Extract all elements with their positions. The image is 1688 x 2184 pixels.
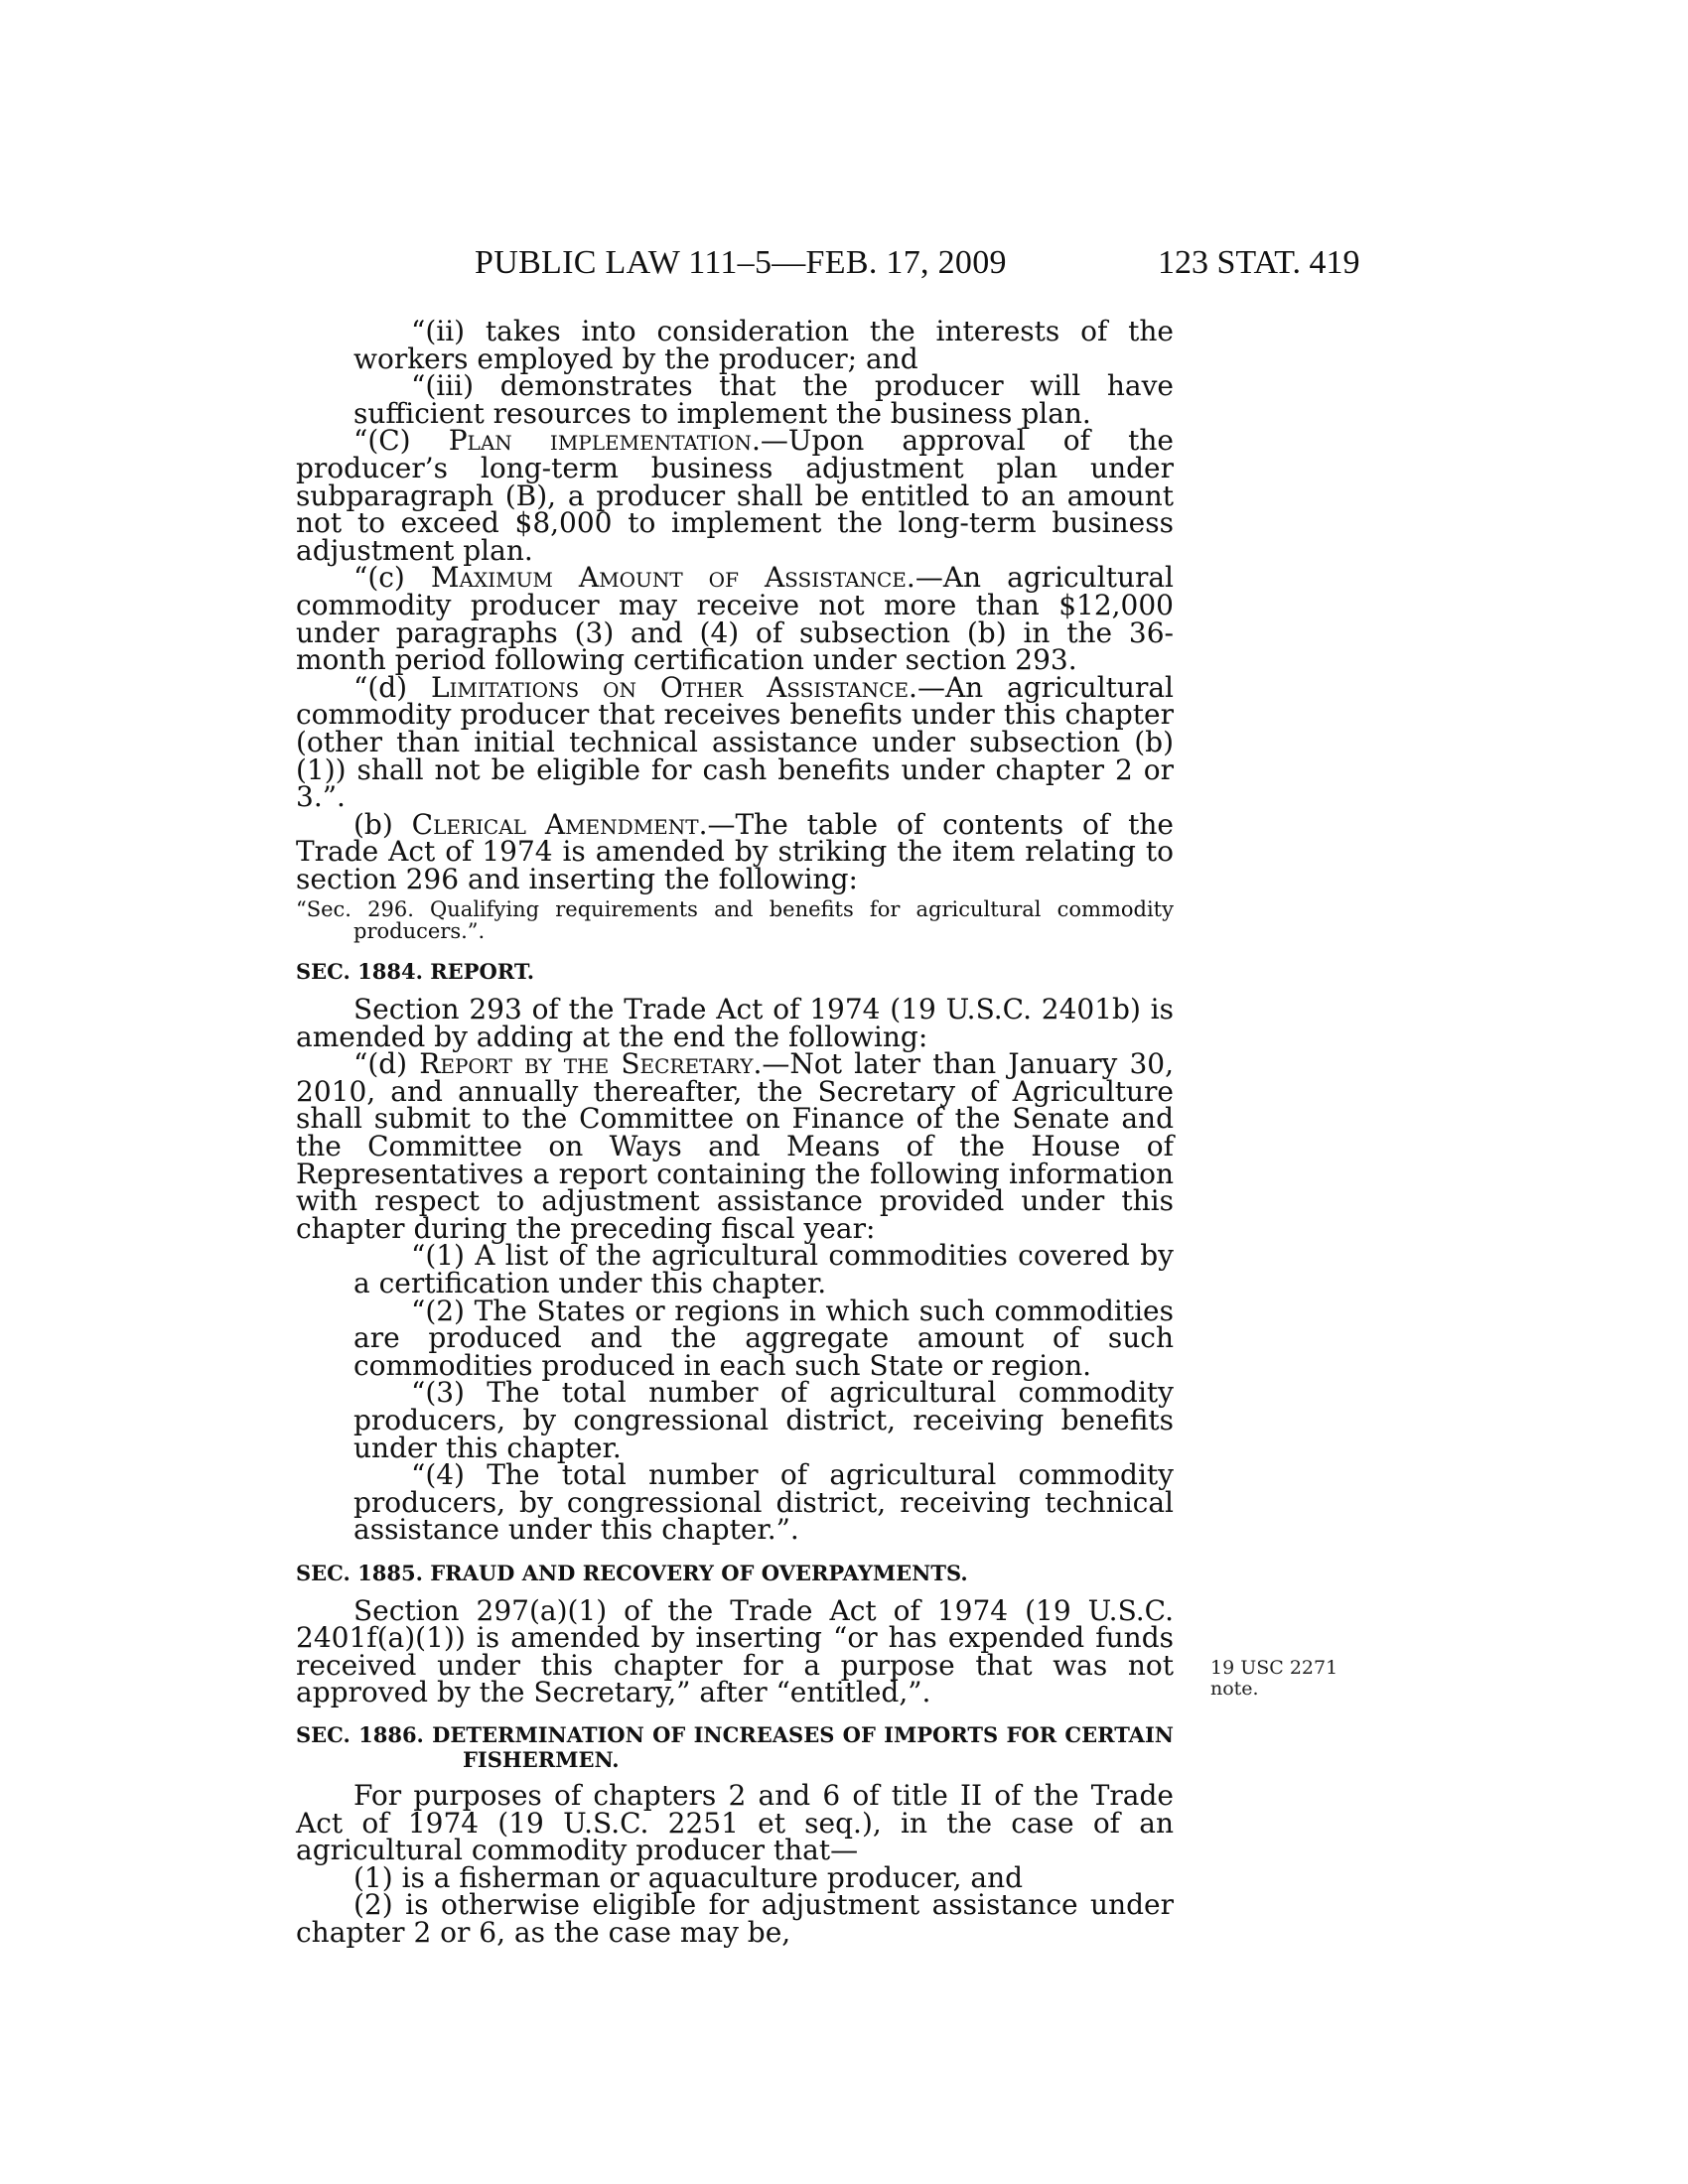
clause-ii: “(ii) takes into consideration the interests of the workers employed by the producer; and [353, 315, 1174, 375]
section-heading-1886: SEC. 1886. DETERMINATION OF INCREASES OF IMPORTS FOR CERTAIN FISHERMEN. [296, 1721, 1174, 1772]
report-item-1: “(1) A list of the agricultural commodities covered by a certification under this chapter. [353, 1239, 1174, 1299]
margin-note-usc-citation [1210, 1658, 1349, 1700]
sec-1886-item-1: (1) is a fisherman or aquaculture producer, and [353, 1860, 1024, 1894]
report-item-4: “(4) The total number of agricultural commodity producers, by congressional district, receiving technical assistance under this chapter.”. [353, 1458, 1174, 1547]
subsection-c-maximum-amount: “(c) Maximum Amount of Assistance.—An agricultural commodity producer may receive not more than $12,000 under paragraphs (3) and (4) of subsection (b) in the 36-month period following certification under section 293. [296, 561, 1175, 677]
document-body [296, 315, 1175, 1949]
section-heading-1885: SEC. 1885. FRAUD AND RECOVERY OF OVERPAYMENTS. [296, 1560, 968, 1585]
running-header-title: PUBLIC LAW 111–5—FEB. 17, 2009 [475, 244, 1007, 281]
section-heading-1884: SEC. 1884. REPORT. [296, 959, 535, 985]
report-item-2: “(2) The States or regions in which such commodities are produced and the aggregate amount of such commodities produced in each such State or region. [353, 1294, 1174, 1382]
table-of-contents-item: “Sec. 296. Qualifying requirements and benefits for agricultural commodity producers.”. [296, 897, 1174, 944]
subsection-d-limitations: “(d) Limitations on Other Assistance.—An agricultural commodity producer that receives benefits under this chapter (other than initial technical assistance under subsection (b)(1)) shall not be eligible for cash benefits under chapter 2 or 3.”. [296, 670, 1174, 814]
sec-1885-body: Section 297(a)(1) of the Trade Act of 1974 (19 U.S.C. 2401f(a)(1)) is amended by inserting “or has expended funds received under this chapter for a purpose that was not approved by the Secretary,” after “entitled,”. [296, 1593, 1174, 1709]
clause-iii: “(iii) demonstrates that the producer will have sufficient resources to implement the business plan. [353, 369, 1174, 430]
subsection-d-report: “(d) Report by the Secretary.—Not later than January 30, 2010, and annually thereafter, the Secretary of Agriculture shall submit to the Committee on Finance of the Senate and the Committee on Ways and Means of the House of Representatives a report containing the following information with respect to adjustment assistance provided under this chapter during the preceding fiscal year: [296, 1047, 1174, 1245]
report-item-3: “(3) The total number of agricultural commodity producers, by congressional district, receiving benefits under this chapter. [353, 1376, 1174, 1464]
sec-1886-intro: For purposes of chapters 2 and 6 of title II of the Trade Act of 1974 (19 U.S.C. 2251 et seq.), in the case of an agricultural commodity producer that— [296, 1778, 1174, 1867]
margin-note-line-1: 19 USC 2271 [1210, 1657, 1338, 1679]
sec-1884-intro: Section 293 of the Trade Act of 1974 (19 U.S.C. 2401b) is amended by adding at the end the following: [296, 993, 1174, 1053]
subsection-b-clerical-amendment: (b) Clerical Amendment.—The table of contents of the Trade Act of 1974 is amended by striking the item relating to section 296 and inserting the following: [296, 807, 1174, 895]
sec-1886-item-2: (2) is otherwise eligible for adjustment assistance under chapter 2 or 6, as the case may be, [296, 1888, 1174, 1949]
subparagraph-c-plan-implementation: “(C) Plan implementation.—Upon approval of the producer’s long-term business adjustment plan under subparagraph (B), a producer shall be entitled to an amount not to exceed $8,000 to implement the long-term business adjustment plan. [296, 424, 1174, 567]
running-header-stat-page: 123 STAT. 419 [1158, 244, 1360, 281]
margin-note-line-2: note. [1210, 1678, 1259, 1700]
